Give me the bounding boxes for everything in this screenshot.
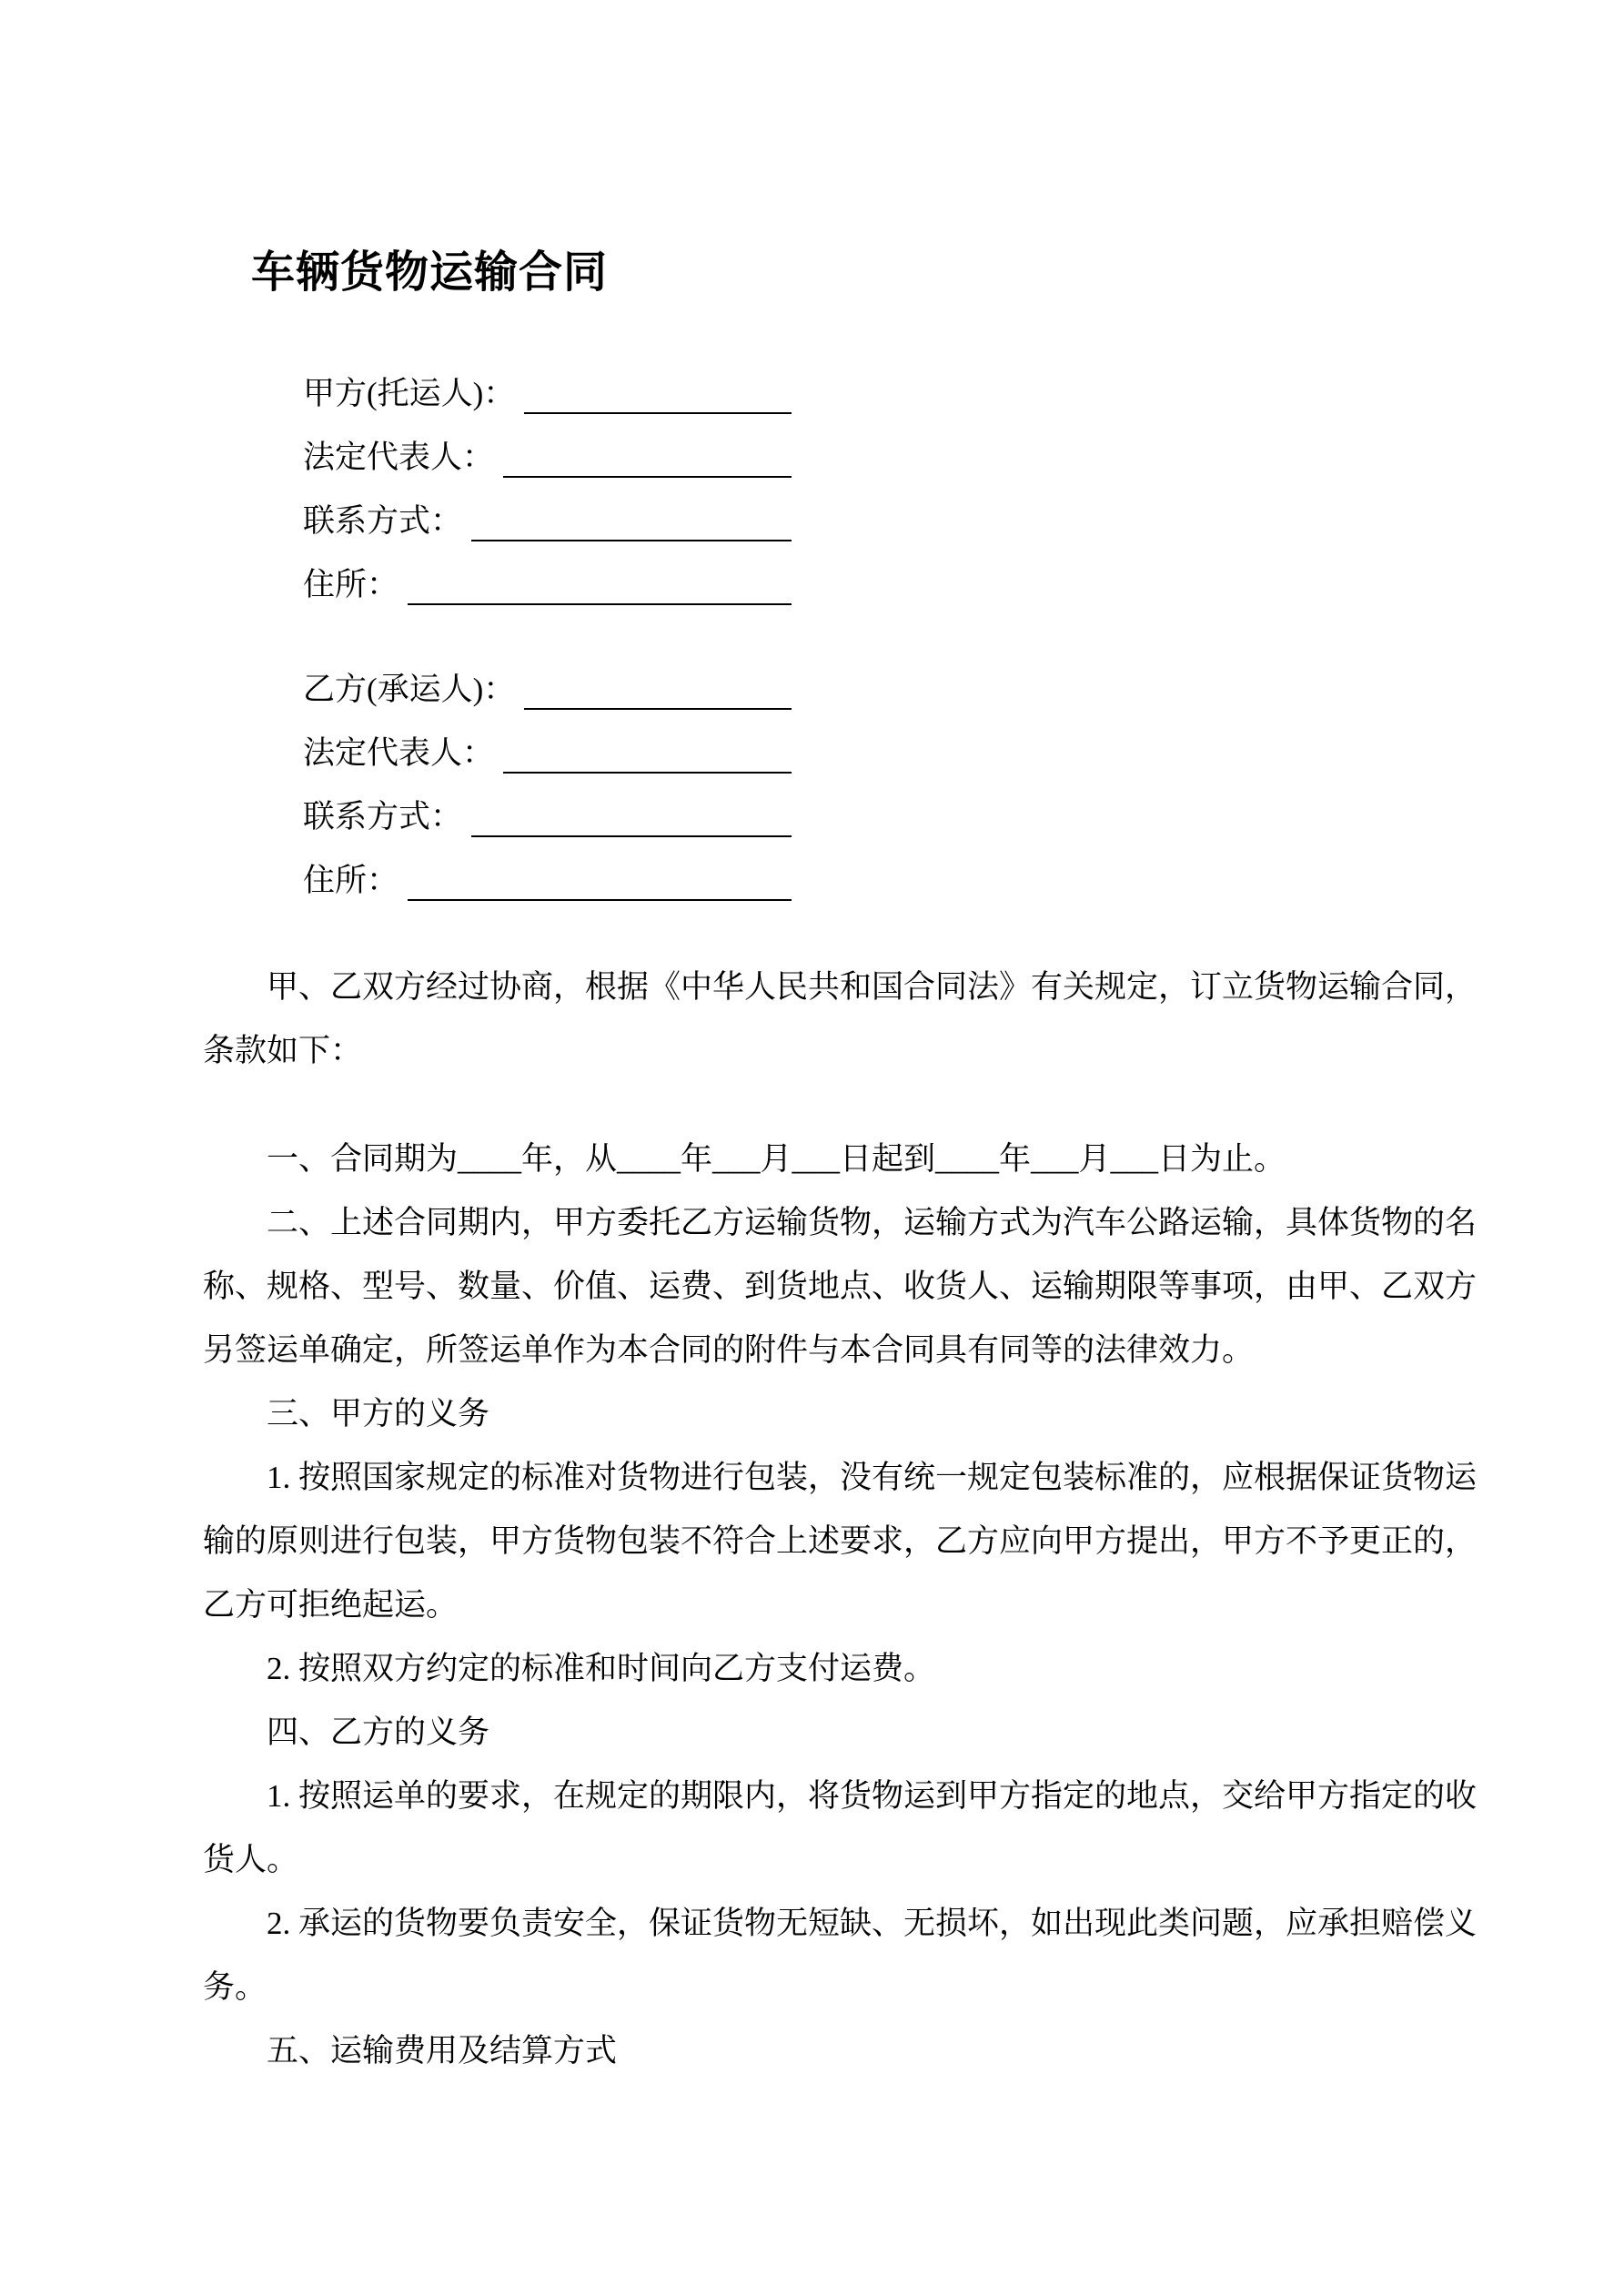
clause-party-b-duty-2: 2. 承运的货物要负责安全，保证货物无短缺、无损坏，如出现此类问题，应承担赔偿义务。 — [203, 1906, 1478, 2005]
party-b-contact-label: 联系方式： — [303, 799, 463, 834]
party-b-representative-label: 法定代表人： — [303, 735, 495, 771]
clause-term: 一、合同期为____年，从____年___月___日起到____年___月___日为止。 — [267, 1141, 1286, 1177]
clause-party-a-duty-2: 2. 按照双方约定的标准和时间向乙方支付运费。 — [267, 1651, 936, 1686]
party-b-address-row — [303, 849, 792, 913]
party-b-name-row — [303, 658, 792, 722]
intro-line-2: 条款如下： — [203, 1033, 363, 1068]
clauses-section — [203, 1128, 1477, 2083]
clause-party-a-duty-1: 1. 按照国家规定的标准对货物进行包装，没有统一规定包装标准的，应根据保证货物运输的原则进行包装，甲方货物包装不符合上述要求，乙方应向甲方提出，甲方不予更正的，乙方可拒绝起运。 — [203, 1460, 1478, 1623]
party-a-name-label: 甲方(托运人)： — [303, 376, 516, 411]
document-title: 车辆货物运输合同 — [251, 248, 609, 297]
fill-in-blank-line — [471, 835, 792, 837]
party-a-representative-row — [303, 426, 792, 490]
party-a-address-row — [303, 553, 792, 617]
party-a-contact-row — [303, 490, 792, 553]
intro-line-1: 甲、乙双方经过协商，根据《中华人民共和国合同法》有关规定，订立货物运输合同， — [267, 969, 1478, 1005]
fill-in-blank-line — [524, 412, 792, 414]
fill-in-blank-line — [503, 772, 792, 774]
party-b-block — [303, 658, 792, 913]
party-a-contact-label: 联系方式： — [303, 503, 463, 539]
fill-in-blank-line — [408, 603, 792, 605]
clause-heading-fees: 五、运输费用及结算方式 — [267, 2033, 618, 2068]
party-a-representative-label: 法定代表人： — [303, 440, 495, 475]
clause-heading-party-b-duties: 四、乙方的义务 — [267, 1714, 490, 1750]
party-b-contact-row — [303, 785, 792, 849]
party-b-address-label: 住所： — [303, 863, 399, 898]
clause-heading-party-a-duties: 三、甲方的义务 — [267, 1396, 490, 1431]
contract-document — [203, 0, 1477, 2083]
clause-scope: 二、上述合同期内，甲方委托乙方运输货物，运输方式为汽车公路运输，具体货物的名称、规格、型号、数量、价值、运费、到货地点、收货人、运输期限等事项，由甲、乙双方另签运单确定，所签运单作为本合同的附件与本合同具有同等的法律效力。 — [203, 1205, 1478, 1368]
party-a-name-row — [303, 362, 792, 426]
party-b-representative-row — [303, 722, 792, 785]
fill-in-blank-line — [408, 899, 792, 901]
fill-in-blank-line — [471, 540, 792, 541]
party-b-name-label: 乙方(承运人)： — [303, 672, 516, 707]
intro-paragraph — [203, 956, 1477, 1083]
fill-in-blank-line — [503, 476, 792, 478]
fill-in-blank-line — [524, 708, 792, 710]
party-a-address-label: 住所： — [303, 567, 399, 602]
party-a-block — [303, 362, 792, 617]
clause-party-b-duty-1: 1. 按照运单的要求，在规定的期限内，将货物运到甲方指定的地点，交给甲方指定的收货人。 — [203, 1778, 1478, 1877]
